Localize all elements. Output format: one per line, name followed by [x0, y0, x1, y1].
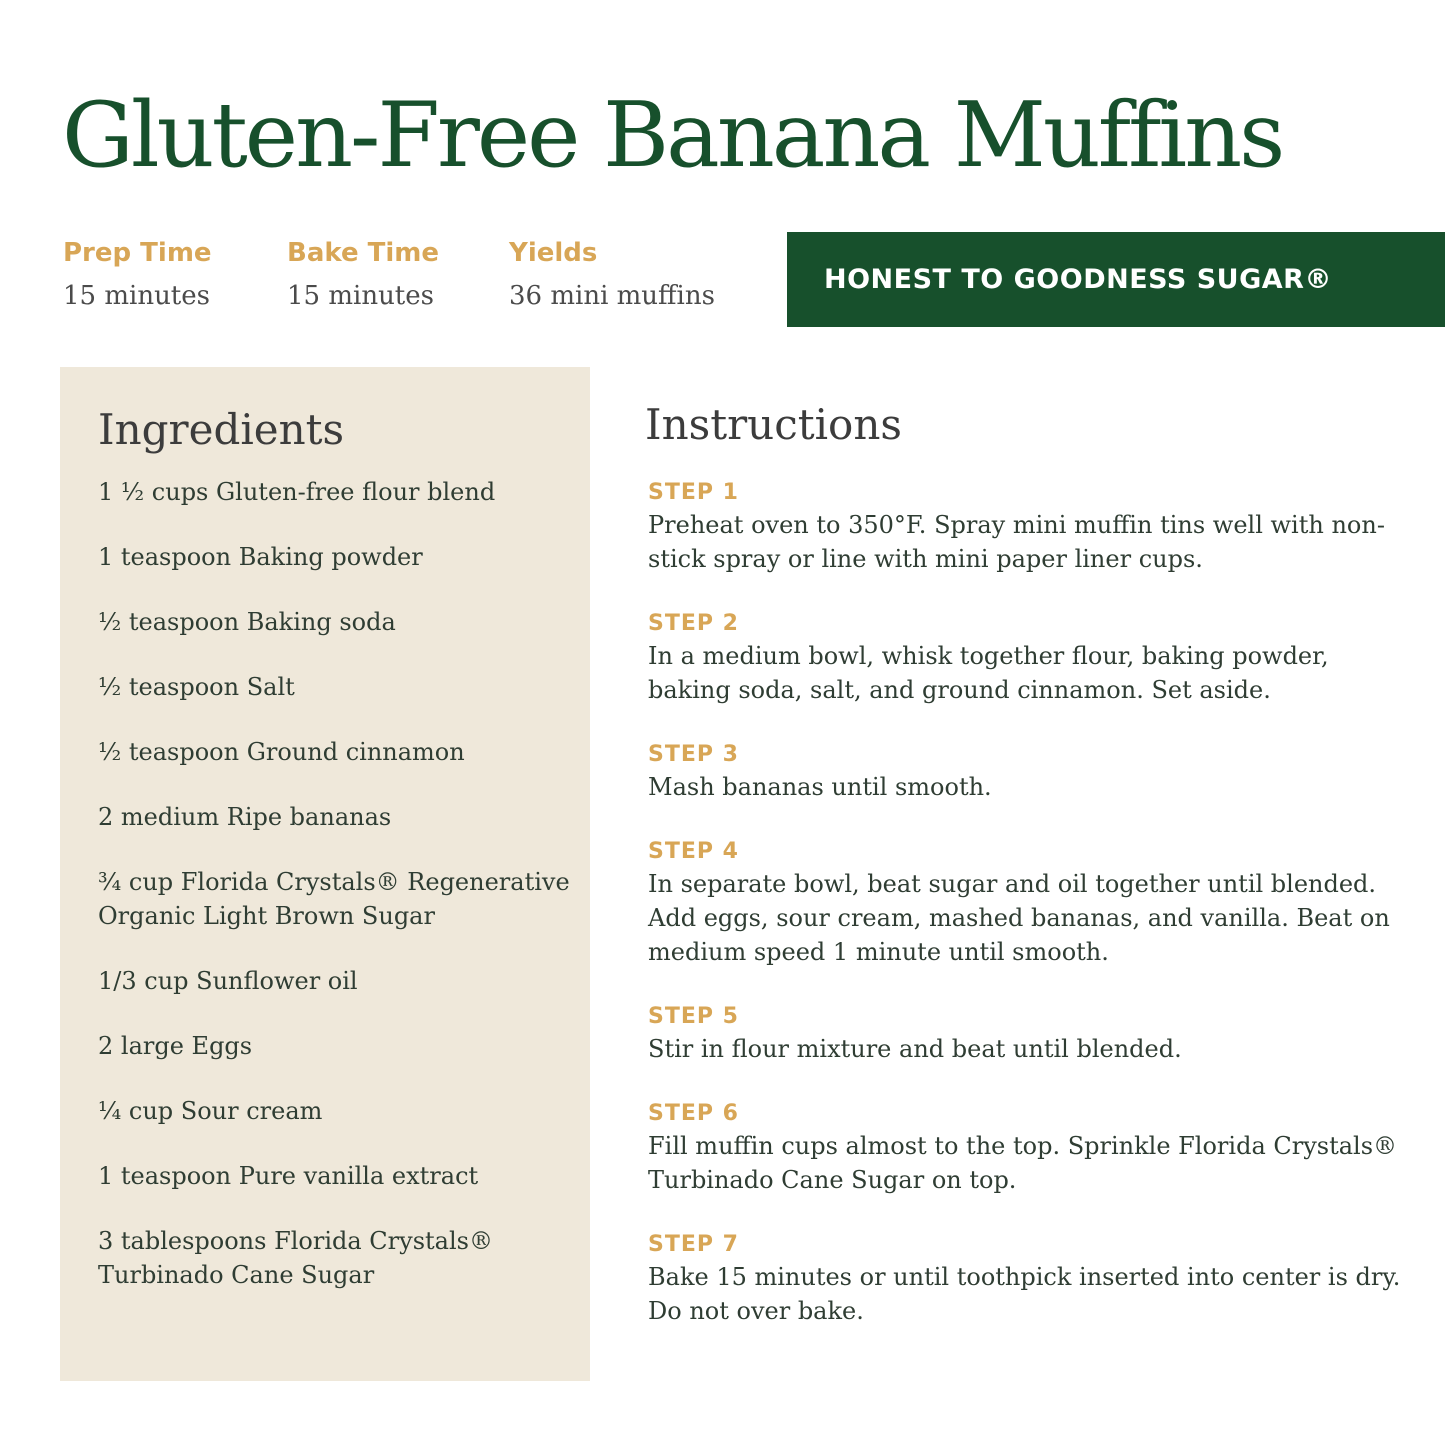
prep-time — [63, 238, 212, 312]
ingredient-item: 1 teaspoon Pure vanilla extract — [98, 1162, 479, 1191]
step-1 — [645, 478, 1415, 576]
step-text: Preheat oven to 350°F. Spray mini muffin tins well with non-stick spray or line with mini paper liner cups. — [648, 511, 1385, 574]
page-title: Gluten-Free Banana Muffins — [62, 83, 1283, 188]
instructions-section — [645, 400, 1415, 1361]
ingredient-item: 3 tablespoons Florida Crystals® Turbinado Cane Sugar — [98, 1227, 493, 1290]
ingredient-item: 1/3 cup Sunflower oil — [98, 967, 358, 996]
ingredient-item: ½ teaspoon Salt — [98, 673, 295, 702]
ingredient-item: ½ teaspoon Ground cinnamon — [98, 738, 465, 767]
ingredient-item: 1 teaspoon Baking powder — [98, 543, 423, 572]
prep-time-value: 15 minutes — [63, 281, 210, 312]
yields-value: 36 mini muffins — [509, 281, 715, 312]
prep-time-label: Prep Time — [63, 238, 212, 268]
step-text: Mash bananas until smooth. — [648, 773, 992, 802]
step-text: Stir in flour mixture and beat until blended. — [648, 1035, 1182, 1064]
step-label: STEP 5 — [648, 1004, 739, 1030]
ingredient-item: 1 ½ cups Gluten-free flour blend — [98, 478, 496, 507]
step-label: STEP 6 — [648, 1101, 739, 1127]
ingredient-item: ¾ cup Florida Crystals® Regenerative Organic Light Brown Sugar — [98, 868, 570, 931]
ingredient-list — [98, 475, 570, 1292]
yields-label: Yields — [509, 238, 598, 268]
ingredient-item: ½ teaspoon Baking soda — [98, 608, 396, 637]
step-5 — [645, 1002, 1415, 1066]
ingredients-heading: Ingredients — [98, 405, 345, 454]
step-text: Fill muffin cups almost to the top. Sprinkle Florida Crystals® Turbinado Cane Sugar on top. — [648, 1132, 1398, 1195]
step-3 — [645, 740, 1415, 804]
step-text: In separate bowl, beat sugar and oil together until blended. Add eggs, sour cream, mashed bananas, and vanilla. Beat on medium speed 1 minute until smooth. — [648, 870, 1390, 967]
ingredient-item: 2 medium Ripe bananas — [98, 803, 392, 832]
bake-time — [287, 238, 439, 312]
step-label: STEP 3 — [648, 742, 739, 768]
instructions-heading: Instructions — [645, 400, 902, 449]
ingredient-item: 2 large Eggs — [98, 1032, 253, 1061]
yields — [509, 238, 715, 312]
brand-banner: HONEST TO GOODNESS SUGAR® — [787, 232, 1445, 327]
step-7 — [645, 1230, 1415, 1328]
step-label: STEP 4 — [648, 839, 739, 865]
step-text: Bake 15 minutes or until toothpick inserted into center is dry. Do not over bake. — [648, 1263, 1401, 1326]
step-6 — [645, 1099, 1415, 1197]
step-label: STEP 7 — [648, 1232, 739, 1258]
step-label: STEP 1 — [648, 480, 739, 506]
step-list — [645, 478, 1415, 1328]
step-text: In a medium bowl, whisk together flour, baking powder, baking soda, salt, and ground cinnamon. Set aside. — [648, 642, 1329, 705]
ingredient-item: ¼ cup Sour cream — [98, 1097, 323, 1126]
step-4 — [645, 837, 1415, 969]
bake-time-label: Bake Time — [287, 238, 440, 268]
bake-time-value: 15 minutes — [287, 281, 434, 312]
step-2 — [645, 609, 1415, 707]
ingredients-panel — [60, 367, 590, 1381]
step-label: STEP 2 — [648, 611, 739, 637]
